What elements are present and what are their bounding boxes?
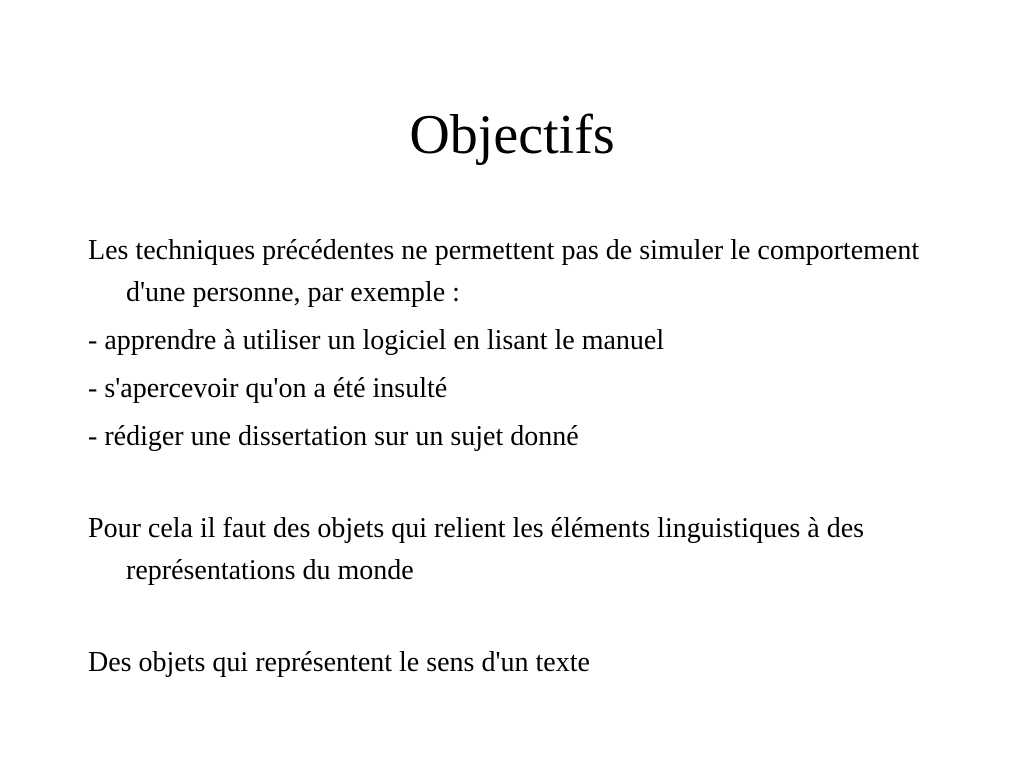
slide-title: Objectifs [409, 104, 615, 166]
paragraph-intro: Les techniques précédentes ne permettent pas de simuler le comportement d'une personne, par exemple : [88, 235, 920, 308]
paragraph-objects: Pour cela il faut des objets qui relient les éléments linguistiques à des représentations du monde [88, 513, 865, 586]
paragraph-meaning: Des objets qui représentent le sens d'un texte [88, 647, 590, 678]
spacer [88, 598, 968, 642]
spacer [88, 464, 968, 508]
slide-body [88, 230, 968, 690]
list-item-manual: - apprendre à utiliser un logiciel en lisant le manuel [88, 325, 665, 356]
list-item-dissertation: - rédiger une dissertation sur un sujet donné [88, 421, 579, 452]
list-item-insult: - s'apercevoir qu'on a été insulté [88, 373, 448, 404]
